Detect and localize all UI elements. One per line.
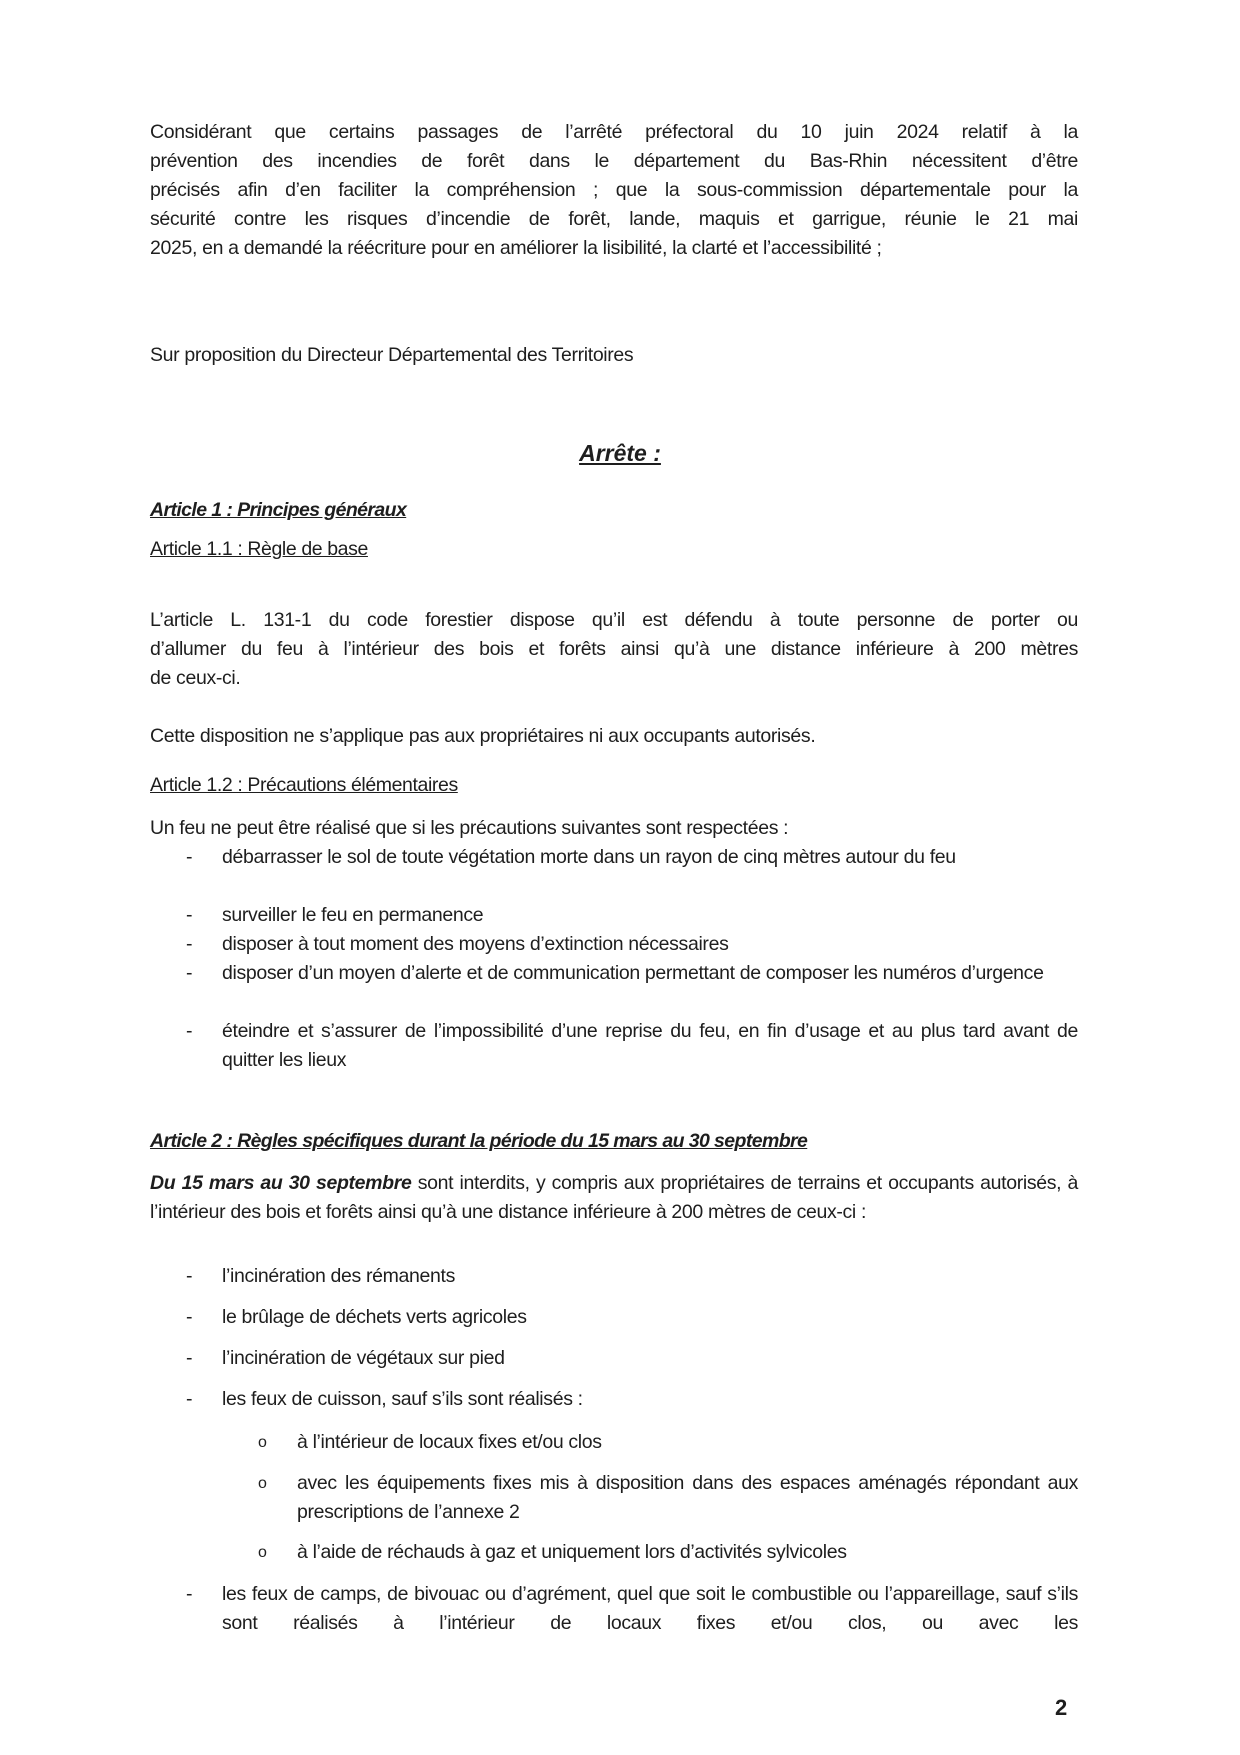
article-1-2-intro: Un feu ne peut être réalisé que si les précautions suivantes sont respectées :: [150, 817, 789, 839]
list-item: - l’incinération de végétaux sur pied: [150, 1344, 1078, 1373]
list-item: - débarrasser le sol de toute végétation morte dans un rayon de cinq mètres autour du feu: [150, 843, 1078, 872]
dash-bullet-icon: -: [186, 962, 193, 984]
considerant-line: Considérant que certains passages de l’arrêté préfectoral du 10 juin 2024 relatif à la: [150, 121, 1078, 143]
proposition-text: Sur proposition du Directeur Départemental des Territoires: [150, 344, 634, 366]
article-1-title: Article 1 : Principes généraux: [150, 499, 407, 521]
circle-bullet-icon: o: [258, 1434, 267, 1451]
considerant-line: sécurité contre les risques d’incendie de forêt, lande, maquis et garrigue, réunie le 21 mai: [150, 208, 1078, 230]
list-item: - le brûlage de déchets verts agricoles: [150, 1303, 1078, 1332]
list-item: - disposer d’un moyen d’alerte et de communication permettant de composer les numéros d’urgence: [150, 959, 1078, 988]
considerant-line: précisés afin d’en faciliter la compréhension ; que la sous-commission départementale pour la: [150, 179, 1078, 201]
dash-bullet-icon: -: [186, 1020, 193, 1042]
dash-bullet-icon: -: [186, 1306, 193, 1328]
considerant-line: prévention des incendies de forêt dans le département du Bas-Rhin nécessitent d’être: [150, 150, 1078, 172]
dash-bullet-icon: -: [186, 1347, 193, 1369]
list-item: - surveiller le feu en permanence: [150, 901, 1078, 930]
circle-bullet-icon: o: [258, 1475, 267, 1492]
list-item: - disposer à tout moment des moyens d’extinction nécessaires: [150, 930, 1078, 959]
sub-list-item: o à l’intérieur de locaux fixes et/ou clos: [150, 1428, 1078, 1457]
dash-bullet-icon: -: [186, 1265, 193, 1287]
article-2-period: Du 15 mars au 30 septembre: [150, 1172, 412, 1194]
list-item: - éteindre et s’assurer de l’impossibilité d’une reprise du feu, en fin d’usage et au plus tard avant de quitter les lieux: [150, 1017, 1078, 1075]
arrete-heading: Arrête :: [579, 440, 661, 466]
circle-bullet-icon: o: [258, 1544, 267, 1561]
page-number: 2: [1055, 1695, 1068, 1720]
article-1-1-line: de ceux-ci.: [150, 667, 241, 689]
list-item: - les feux de cuisson, sauf s’ils sont réalisés :: [150, 1385, 1078, 1414]
article-1-1-paragraph-2: Cette disposition ne s’applique pas aux propriétaires ni aux occupants autorisés.: [150, 725, 816, 747]
sub-list-item: o avec les équipements fixes mis à disposition dans des espaces aménagés répondant aux prescriptions de l’annexe 2: [150, 1469, 1078, 1527]
dash-bullet-icon: -: [186, 846, 193, 868]
article-2-title: Article 2 : Règles spécifiques durant la période du 15 mars au 30 septembre: [150, 1130, 808, 1152]
article-2-intro-text: sont interdits, y compris aux propriétaires de terrains et occupants autorisés, à l’intérieur des bois et forêts ainsi qu’à une distance inférieure à 200 mètres de ceux-ci :: [150, 1172, 1078, 1223]
considerant-line: 2025, en a demandé la réécriture pour en améliorer la lisibilité, la clarté et l’accessibilité ;: [150, 237, 882, 259]
article-1-1-line: L’article L. 131-1 du code forestier dispose qu’il est défendu à toute personne de porter ou: [150, 609, 1078, 631]
article-1-1-title: Article 1.1 : Règle de base: [150, 538, 368, 560]
dash-bullet-icon: -: [186, 1388, 193, 1410]
list-item: - les feux de camps, de bivouac ou d’agrément, quel que soit le combustible ou l’appareillage, sauf s’ils sont réalisés à l’intérieur de locaux fixes et/ou clos, ou avec les: [150, 1580, 1078, 1638]
dash-bullet-icon: -: [186, 1583, 193, 1605]
dash-bullet-icon: -: [186, 904, 193, 926]
article-1-1-line: d’allumer du feu à l’intérieur des bois et forêts ainsi qu’à une distance inférieure à 200 mètres: [150, 638, 1078, 660]
article-1-2-title: Article 1.2 : Précautions élémentaires: [150, 774, 458, 796]
sub-list-item: o à l’aide de réchauds à gaz et uniquement lors d’activités sylvicoles: [150, 1538, 1078, 1567]
dash-bullet-icon: -: [186, 933, 193, 955]
article-2-intro: [150, 1169, 1078, 1227]
list-item: - l’incinération des rémanents: [150, 1262, 1078, 1291]
